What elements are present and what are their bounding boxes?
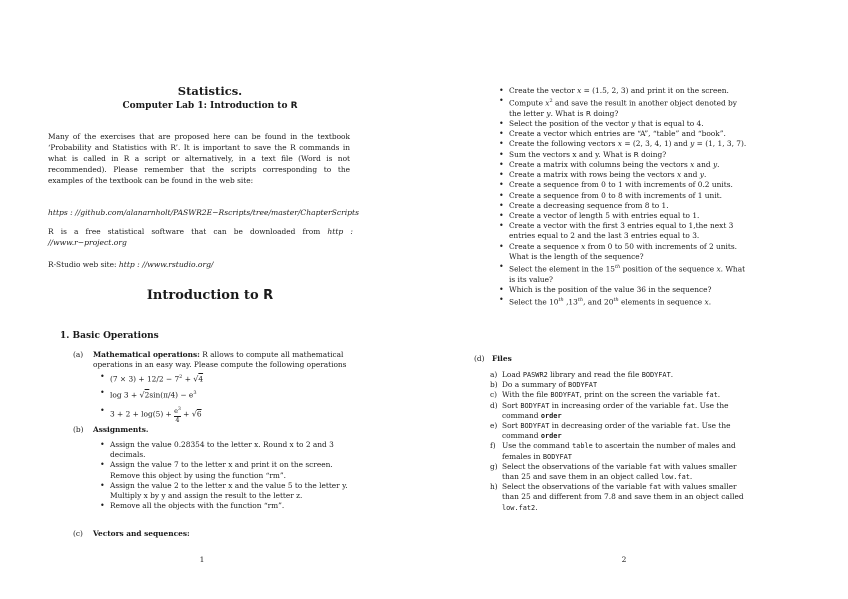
vector-item: • Create a sequence x from 0 to 50 with increments of 2 units. What is the length of the sequence? (499, 242, 751, 262)
vector-item: • Select the position of the vector y that is equal to 4. (499, 119, 751, 129)
vector-item: • Create a vector of length 5 with entries equal to 1. (499, 211, 751, 221)
assign-item: • Assign the value 7 to the letter x and print it on the screen. Remove this object by using the function “rm”. (100, 460, 353, 480)
file-item: b) Do a summary of BODYFAT (490, 380, 598, 390)
math-op-3: • 3 + 2 + log(5) + $\frac{e^3}{4}$ + √6 (100, 406, 360, 423)
file-item: f) Use the command table to ascertain the number of males and females in BODYFAT (490, 441, 736, 461)
assign-item: • Remove all the objects with the function “rm”. (100, 501, 353, 511)
file-item: d) Sort BODYFAT in increasing order of the variable fat. Use the command order (490, 400, 729, 420)
vector-item: • Create a sequence from 0 to 1 with increments of 0.2 units. (499, 180, 751, 190)
vector-item: • Select the element in the 15th position of the sequence x. What is its value? (499, 262, 751, 285)
file-item: c) With the file BODYFAT, print on the screen the variable fat. (490, 390, 721, 400)
doc-subtitle: Computer Lab 1: Introduction to R (122, 101, 298, 111)
vector-item: • Create the vector x = (1.5, 2, 3) and print it on the screen. (499, 86, 751, 96)
vector-item: • Create a matrix with columns being the vectors x and y. (499, 160, 751, 170)
section-title: Introduction to R (146, 288, 274, 303)
item-c (73, 529, 363, 539)
r-download-paragraph (48, 226, 353, 248)
page-1 (0, 0, 420, 599)
r-project-link[interactable]: http : //www.r−project.org (48, 227, 353, 247)
item-c-label: (c) (73, 529, 83, 538)
vector-item: • Sum the vectors x and y. What is R doing? (499, 150, 751, 160)
vector-item: • Compute $x^2$ and save the result in another object denoted by the letter y. What is R doing? (499, 96, 751, 119)
item-a-head: Mathematical operations: (93, 350, 200, 359)
page-number-1: 1 (199, 555, 205, 564)
file-item: e) Sort BODYFAT in decreasing order of the variable fat. Use the command order (490, 421, 731, 441)
files-list (490, 370, 748, 513)
math-op-1: • $(7 \times 3) + 12/2 - 7^2 + √4$ (100, 372, 360, 385)
item-a-text: R allows to compute all mathematical operations in an easy way. Please compute the following operations (93, 350, 347, 370)
item-c-head: Vectors and sequences: (93, 529, 190, 538)
github-url-link[interactable]: https : //github.com/alanarnholt/PASWR2E−Rscripts/tree/master/ChapterScripts (48, 208, 359, 217)
item-a-label: (a) (73, 350, 84, 359)
file-item: a) Load PASWR2 library and read the file BODYFAT. (490, 370, 674, 379)
vector-item: • Which is the position of the value 36 in the sequence? (499, 285, 751, 295)
vector-item: • Select the 10th ,13th, and 20th elements in sequence x. (499, 295, 751, 308)
r-free-text: R is a free statistical software that can be downloaded from (48, 227, 321, 236)
vector-item: • Create the following vectors x = (2, 3, 4, 1) and y = (1, 1, 3, 7). (499, 139, 751, 149)
item-d-head: Files (492, 354, 512, 363)
assign-item: • Assign the value 0.28354 to the letter x. Round x to 2 and 3 decimals. (100, 440, 353, 460)
item-b (73, 425, 363, 435)
assign-item: • Assign the value 2 to the letter x and the value 5 to the letter y. Multiply x by y and assign the result to the letter z. (100, 481, 353, 501)
doc-title: Statistics. (177, 84, 243, 98)
math-ops-list (100, 372, 360, 424)
file-item: h) Select the observations of the variable fat with values smaller than 25 and different from 7.8 and save them in an object called low.fat2. (490, 482, 744, 512)
vector-item: • Create a decreasing sequence from 8 to 1. (499, 201, 751, 211)
vector-item: • Create a vector which entries are “A”, “table” and “book”. (499, 129, 751, 139)
vectors-list (499, 86, 751, 308)
item-d-label: (d) (474, 354, 485, 363)
assignments-list (100, 440, 353, 511)
item-b-head: Assignments. (93, 425, 149, 434)
page-2 (424, 0, 848, 599)
rstudio-link[interactable]: http : //www.rstudio.org/ (118, 260, 214, 269)
vector-item: • Create a vector with the first 3 entries equal to 1,the next 3 entries equal to 2 and the last 3 entries equal to 3. (499, 221, 751, 241)
rstudio-label: R-Studio web site: (48, 260, 117, 269)
vector-item: • Create a sequence from 0 to 8 with increments of 1 unit. (499, 191, 751, 201)
vector-item: • Create a matrix with rows being the vectors x and y. (499, 170, 751, 180)
item-d (474, 354, 764, 364)
sec1-title: 1. Basic Operations (60, 331, 159, 341)
math-op-2: • $\log 3 + √2\sin(\pi/4) - e^3$ (100, 388, 360, 401)
rstudio-line (48, 259, 353, 270)
item-b-label: (b) (73, 425, 84, 434)
page-number-2: 2 (621, 555, 627, 564)
intro-paragraph: Many of the exercises that are proposed here can be found in the textbook ‘Probability and Statistics with R’. It is important to save the R commands in what is called in R a script or alternatively, in a text file (Word is not recommended). Please remember that the scripts corresponding to the examples of the textbook can be found in the web site: (48, 132, 350, 185)
file-item: g) Select the observations of the variable fat with values smaller than 25 and save them in an object called low.fat. (490, 461, 737, 482)
item-a (73, 350, 363, 370)
